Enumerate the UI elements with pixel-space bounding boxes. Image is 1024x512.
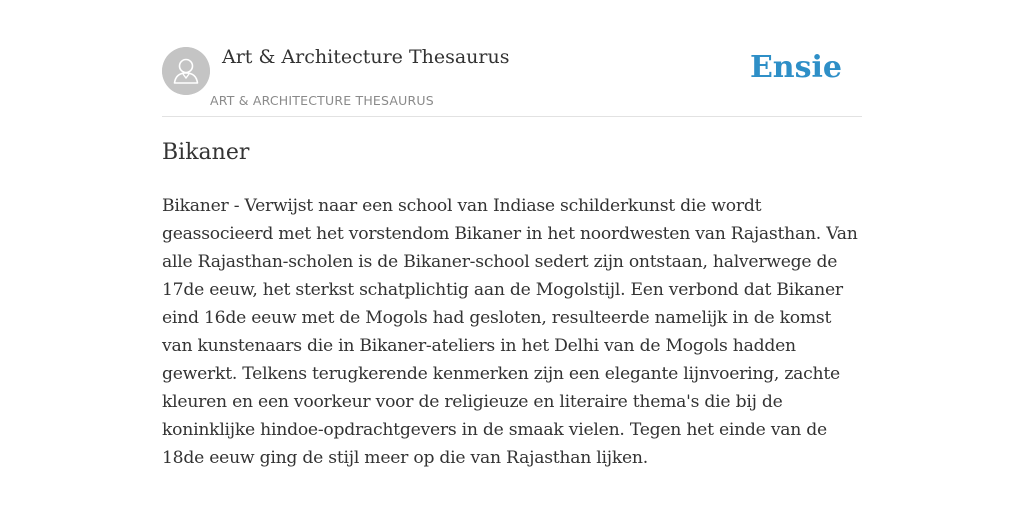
source-subtitle[interactable]: ART & ARCHITECTURE THESAURUS — [210, 93, 434, 108]
header — [162, 0, 862, 117]
entry-definition: Bikaner - Verwijst naar een school van Indiase schilderkunst die wordt geassocieerd met het vorstendom Bikaner in het noordwesten van Rajasthan. Van alle Rajasthan-scholen is de Bikaner-school sedert zijn ontstaan, halverwege de 17de eeuw, het sterkst schatplichtig aan de Mogolstijl. Een verbond dat Bikaner eind 16de eeuw met de Mogols had gesloten, resulteerde namelijk in de komst van kunstenaars die in Bikaner-ateliers in het Delhi van de Mogols hadden gewerkt. Telkens terugkerende kenmerken zijn een elegante lijnvoering, zachte kleuren en een voorkeur voor de religieuze en literaire thema's die bij de koninklijke hindoe-opdrachtgevers in de smaak vielen. Tegen het einde van de 18de eeuw ging de stijl meer op die van Rajasthan lijken. — [162, 196, 858, 468]
source-title[interactable]: Art & Architecture Thesaurus — [222, 46, 510, 68]
brand-logo[interactable]: Ensie — [749, 50, 842, 85]
page-container — [162, 0, 862, 468]
user-avatar-icon[interactable] — [162, 47, 210, 95]
entry-term: Bikaner — [162, 140, 250, 165]
